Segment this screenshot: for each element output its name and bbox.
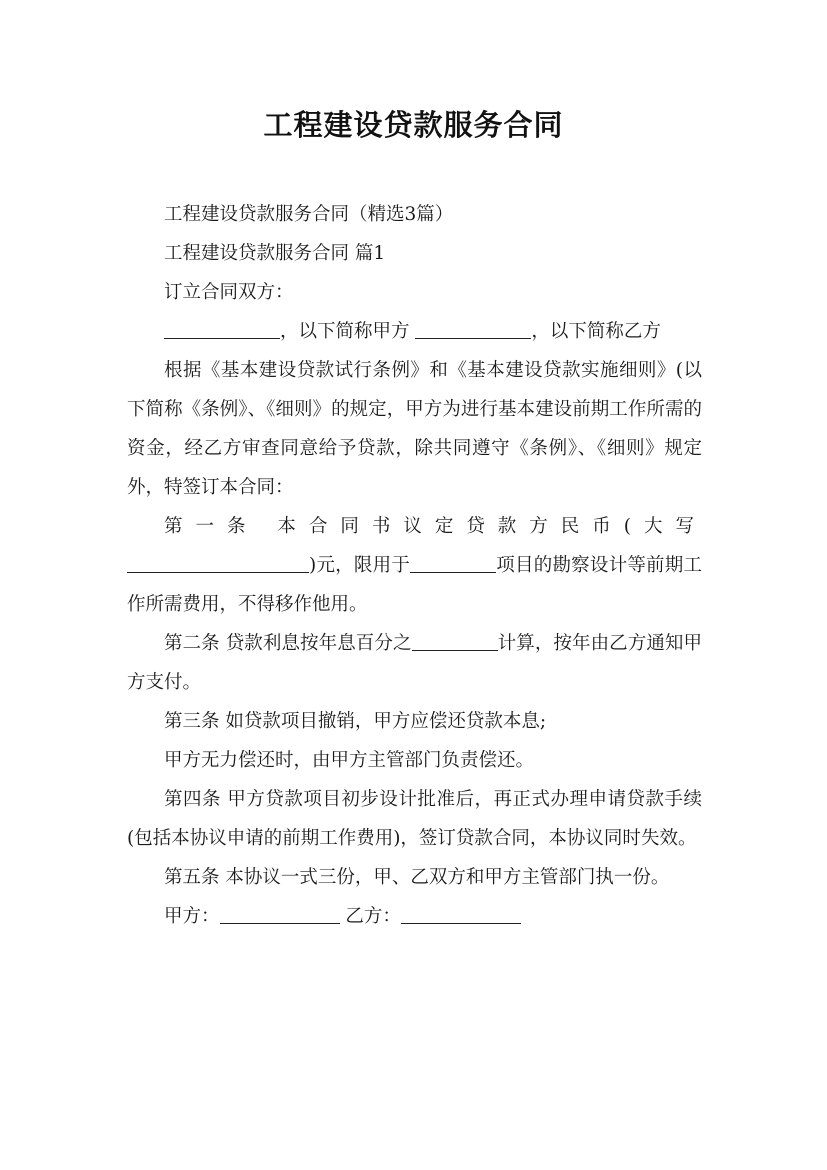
signature-party-b-blank [401,905,521,924]
article-2-start: 第二条 贷款利息按年息百分之 [164,633,412,654]
article-4: 第四条 甲方贷款项目初步设计批准后，再正式办理申请贷款手续(包括本协议申请的前期工作费用)，签订贷款合同，本协议同时失效。 [127,789,702,849]
article-1-mid: )元，限用于 [309,555,411,576]
subtitle-paragraph: 工程建设贷款服务合同（精选3篇） [164,204,454,225]
article-1 [127,507,702,624]
interest-blank [412,632,498,651]
parties-paragraph [127,312,702,351]
signature-line [127,897,702,936]
article-2 [127,624,702,702]
article-1-end: 项目的勘察设计等前期工作所需费用，不得移作他用。 [127,555,703,615]
article-5: 第五条 本协议一式三份，甲、乙双方和甲方主管部门执一份。 [164,867,670,888]
article-3: 第三条 如贷款项目撤销，甲方应偿还贷款本息; [164,711,547,732]
section-heading: 工程建设贷款服务合同 篇1 [164,243,386,264]
amount-blank [127,554,309,573]
article-2-end: 计算，按年由乙方通知甲方支付。 [127,633,702,693]
document-title: 工程建设贷款服务合同 [263,108,564,142]
signature-party-a-label: 甲方： [164,906,220,927]
party-b-blank [415,320,531,339]
project-blank [410,554,496,573]
signature-party-a-blank [220,905,340,924]
signature-party-b-label: 乙方： [339,906,401,927]
parties-label: 订立合同双方： [164,282,294,303]
party-a-blank [164,320,280,339]
document-body [127,195,702,936]
party-a-text: ，以下简称甲方 [280,321,416,342]
party-b-text: ，以下简称乙方 [531,321,661,342]
article-3-continued: 甲方无力偿还时，由甲方主管部门负责偿还。 [164,750,535,771]
article-1-heading: 第一条 本合同书议定贷款方民币(大写 [164,516,702,537]
preamble-paragraph: 根据《基本建设贷款试行条例》和《基本建设贷款实施细则》(以下简称《条例》、《细则》的规定，甲方为进行基本建设前期工作所需的资金，经乙方审查同意给予贷款，除共同遵守《条例》、《细则》规定外，特签订本合同： [127,360,702,498]
